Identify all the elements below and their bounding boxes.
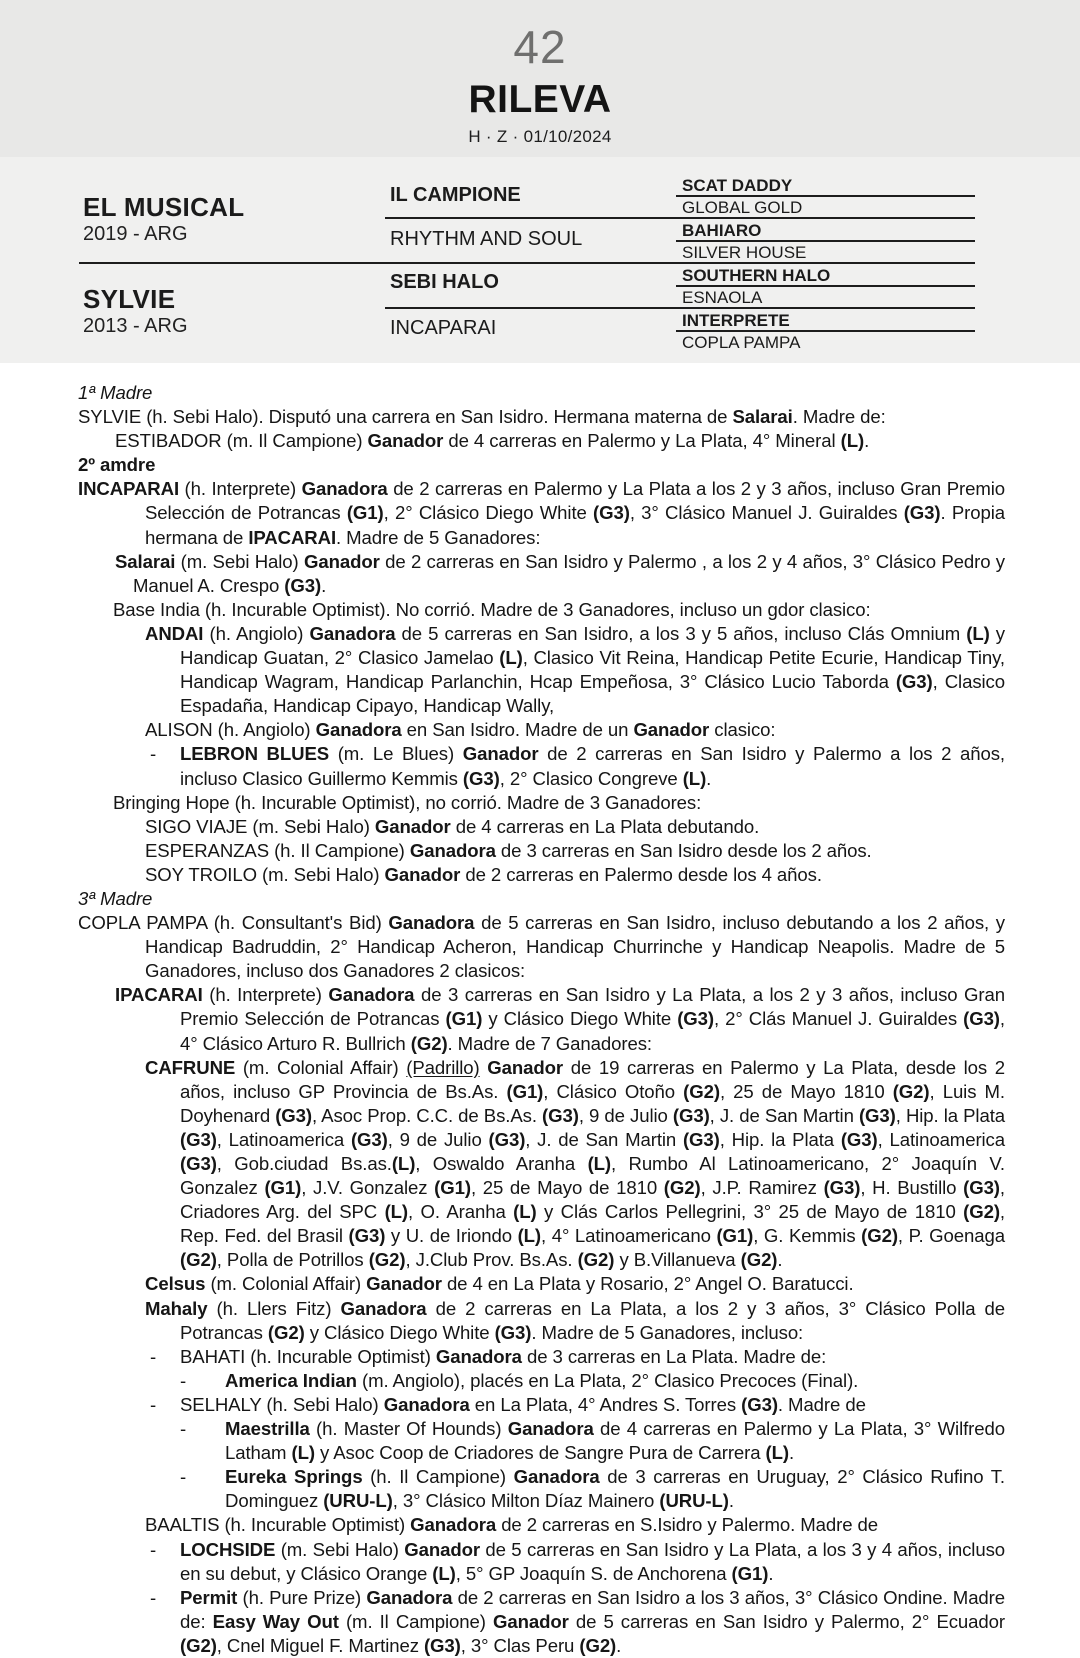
text-segment: (G3) [423,1634,461,1656]
text-segment: (L) [966,622,990,644]
text-segment: de 2 carreras en San Isidro y Palermo a los 2 años, incluso Clasico Guillermo Kemmis [180,743,1005,789]
text-segment: Ganador [304,550,380,572]
gen3-ancestor-3: BAHIARO [682,221,762,240]
text-segment: SOY TROILO (m. Sebi Halo) [145,863,385,885]
text-segment: . Propia hermana de [145,502,1005,548]
text-segment: , Asoc Prop. C.C. de Bs.As. [311,1104,543,1126]
text-segment: (L) [765,1442,789,1464]
text-segment: (G1) [346,502,384,524]
text-segment: , Clasico Vit Reina, Handicap Petite Ecurie, Handicap Tiny, Handicap Wagram, Handicap Parlanchin, Hcap Empeñosa, 3° Clásico Lucio Taborda [180,647,1005,693]
text-segment: Mahaly [145,1297,208,1319]
text-segment: 1ª Madre [78,382,153,403]
text-segment: (G1) [445,1008,483,1030]
text-segment: (G2) [963,1201,1000,1223]
text-segment: de 2 carreras en San Isidro a los 3 años, 3° Clásico Ondine. Madre de: [180,1586,1006,1632]
text-segment: Ganadora [340,1297,427,1319]
text-segment: de 4 en La Plata y Rosario, 2° Angel O. Baratucci. [441,1273,854,1295]
sire-year-country: 2019 - ARG [83,223,188,245]
pedigree-paragraph [78,1538,1005,1586]
text-segment: de 2 carreras en Palermo desde los 4 años. [460,863,822,885]
pedigree-rule [385,307,975,309]
text-segment: 2º amdre [78,454,156,476]
text-segment: en La Plata, 4° Andres S. Torres [469,1393,742,1415]
text-segment: en San Isidro. Madre de un [401,719,634,741]
text-segment: America Indian [225,1369,357,1391]
text-segment: Salarai [732,406,793,428]
pedigree-paragraph [78,598,1005,622]
text-segment: Ganador [462,743,539,765]
gen2-dam-sire: SEBI HALO [390,271,499,293]
pedigree-paragraph [78,429,1005,453]
gen3-ancestor-4: SILVER HOUSE [682,243,807,262]
text-segment: , 9 de Julio [387,1128,489,1150]
text-segment: (G3) [963,1008,1000,1030]
text-segment: SELHALY (h. Sebi Halo) [180,1393,384,1415]
text-segment: Ganador [374,815,451,837]
text-segment: , J.P. Ramirez [700,1177,824,1199]
text-segment: Ganador [492,1610,569,1632]
text-segment: , Hip. la Plata [719,1128,841,1150]
text-segment: (G3) [682,1128,720,1150]
text-segment: Eureka Springs [225,1466,363,1488]
text-segment: Ganador [404,1538,480,1560]
pedigree-paragraph [78,1369,1005,1393]
pedigree-paragraph [78,1297,1005,1345]
list-dash: - [180,1369,187,1391]
text-segment: , J.Club Prov. Bs.As. [405,1249,578,1271]
text-segment: , 3° Clas Peru [460,1634,580,1656]
text-segment: , 5° GP Joaquín S. de Anchorena [455,1562,732,1584]
text-segment: (h. Interprete) [202,984,329,1006]
text-segment: (G3) [284,574,322,596]
text-segment: . Madre de 7 Ganadores: [447,1032,652,1054]
list-dash: - [150,1393,157,1415]
text-segment: (G3) [963,1177,1000,1199]
text-segment: , 25 de Mayo 1810 [719,1080,893,1102]
text-segment: Ganador [367,430,444,452]
pedigree-paragraph [78,839,1005,863]
text-segment: . [321,574,327,596]
text-segment: LEBRON BLUES [180,743,330,765]
text-segment: Ganadora [328,984,415,1006]
gen2-sire-dam: RHYTHM AND SOUL [390,228,583,250]
pedigree-rule [676,195,975,197]
text-segment: SYLVIE (h. Sebi Halo). Disputó una carrera en San Isidro. Hermana materna de [78,406,733,428]
text-segment: , G. Kemmis [753,1225,862,1247]
text-segment: Celsus [145,1273,206,1295]
text-segment: Base India (h. Incurable Optimist). No corrió. Madre de 3 Ganadores, incluso un gdor clasico: [113,598,871,620]
text-segment: de 3 carreras en La Plata. Madre de: [521,1345,827,1367]
text-segment: (L) [499,647,523,669]
text-segment: (G2) [180,1249,217,1271]
text-segment: (G3) [903,502,941,524]
text-segment: COPLA PAMPA (h. Consultant's Bid) [78,912,389,934]
pedigree-paragraph [78,1272,1005,1296]
text-segment: CAFRUNE [145,1056,236,1078]
text-segment: (G2) [180,1634,217,1656]
pedigree-paragraph [78,887,1005,911]
text-segment: (L) [432,1562,456,1584]
text-segment: IPACARAI [115,984,203,1006]
text-segment: Ganador [633,719,710,741]
text-segment: (G1) [716,1225,754,1247]
text-segment: , Oswaldo Aranha [415,1153,588,1174]
text-segment: , Criadores Arg. del SPC [180,1177,1005,1223]
gen3-ancestor-7: INTERPRETE [682,311,790,330]
pedigree-paragraph [78,742,1005,790]
text-segment: Ganador [366,1273,442,1295]
text-segment: INCAPARAI [78,478,180,500]
text-segment: , 9 de Julio [578,1104,673,1126]
pedigree-text [78,381,1005,1658]
pedigree-paragraph [78,622,1005,718]
pedigree-paragraph [78,1586,1005,1658]
gen3-ancestor-6: ESNAOLA [682,288,763,307]
text-segment: . [777,1249,783,1271]
text-segment: (G3) [895,671,933,693]
pedigree-paragraph [78,1417,1005,1465]
list-dash: - [180,1418,187,1440]
text-segment: (h. Master Of Hounds) [309,1418,508,1440]
text-segment: (L) [384,1201,409,1223]
text-segment: ALISON (h. Angiolo) [145,719,316,741]
text-segment: Ganadora [410,1514,497,1536]
text-segment: (G3) [180,1128,217,1150]
pedigree-paragraph [78,381,1005,405]
text-segment: de 3 carreras en Uruguay, 2° Clásico Rufino T. Dominguez [225,1466,1005,1512]
text-segment: , Latinoamerica [216,1128,351,1150]
text-segment: (m. Sebi Halo) [275,1538,405,1560]
text-segment: (G3) [488,1128,526,1150]
text-segment: y U. de Iriondo [385,1225,518,1247]
page-header [0,0,1080,157]
page-number: 42 [513,21,567,73]
text-segment: , Hip. la Plata [895,1104,1006,1126]
text-segment: (L) [682,767,707,789]
text-segment: (G2) [368,1249,406,1271]
pedigree-paragraph [78,718,1005,742]
text-segment: , Rep. Fed. del Brasil [180,1201,1005,1247]
text-segment: de 5 carreras en San Isidro, incluso debutando a los 2 años, y Handicap Badruddin, 2° Handicap Acheron, Handicap Churrinche y Handicap Neapolis. Madre de 5 Ganadores, incluso dos Ganadores 2 clasicos: [145,912,1005,982]
text-segment: (G1) [506,1080,544,1102]
text-segment: (G3) [672,1104,710,1126]
text-segment: (m. Sebi Halo) [175,550,304,572]
text-segment: (L) [291,1442,315,1464]
text-segment: , Cnel Miguel F. Martinez [216,1634,424,1656]
text-segment: . [864,430,870,452]
text-segment: (G3) [741,1393,778,1415]
text-segment: y Handicap Guatan, 2° Clasico Jamelao [180,622,1006,669]
text-segment: , 2° Clás Manuel J. Guiraldes [714,1008,964,1030]
pedigree-rule [676,330,975,332]
text-segment: SIGO VIAJE (m. Sebi Halo) [145,815,375,837]
text-segment: de 5 carreras en San Isidro y Palermo, 2° Ecuador [568,1610,1005,1632]
pedigree-rule [385,217,975,219]
text-segment: de 3 carreras en San Isidro y La Plata, a los 2 y 3 años, incluso Gran Premio Selección de Potrancas [180,984,1005,1030]
horse-subtitle: H · Z · 01/10/2024 [468,127,612,146]
text-segment: . [706,767,712,789]
text-segment: (L) [840,430,865,452]
text-segment: Ganadora [309,622,396,644]
text-segment: Easy Way Out [212,1610,339,1632]
text-segment: (G3) [542,1104,579,1126]
text-segment: (G2) [663,1177,701,1199]
text-segment: (L) [513,1201,537,1223]
text-segment: de 3 carreras en San Isidro desde los 2 años. [495,839,872,861]
text-segment: , J.V. Gonzalez [301,1177,435,1199]
text-segment: Ganadora [435,1345,522,1367]
text-segment: Ganadora [315,719,402,741]
text-segment: (G2) [267,1321,305,1343]
pedigree-paragraph [78,1056,1005,1273]
text-segment: (G3) [858,1104,896,1126]
text-segment: Ganadora [513,1466,600,1488]
pedigree-paragraph [78,1465,1005,1513]
text-segment: (L) [517,1225,542,1247]
text-segment: (m. Le Blues) [329,743,463,765]
text-segment: de 4 carreras en La Plata debutando. [450,815,760,837]
text-segment: , 25 de Mayo de 1810 [470,1177,664,1199]
pedigree-rule [676,285,975,287]
gen3-ancestor-1: SCAT DADDY [682,176,793,195]
text-segment: y Asoc Coop de Criadores de Sangre Pura de Carrera [314,1442,766,1464]
pedigree-rule [676,240,975,242]
pedigree-paragraph [78,1393,1005,1417]
text-segment: (G3) [677,1008,714,1030]
text-segment: (URU-L) [323,1490,393,1512]
text-segment: Salarai [115,550,176,572]
text-segment: (G1) [731,1562,769,1584]
text-segment: (G3) [180,1153,217,1174]
text-segment: . [768,1562,774,1584]
text-segment: (G1) [264,1177,302,1199]
list-dash: - [180,1466,187,1488]
text-segment: ANDAI [145,622,204,644]
dam-name: SYLVIE [83,284,176,314]
text-segment: Ganadora [301,478,388,500]
text-segment: , 3° Clásico Milton Díaz Mainero [392,1490,660,1512]
text-segment: BAHATI (h. Incurable Optimist) [180,1345,436,1367]
text-segment: BAALTIS (h. Incurable Optimist) [145,1514,411,1536]
pedigree-paragraph [78,863,1005,887]
text-segment: (h. Pure Prize) [237,1586,367,1608]
text-segment: , J. de San Martin [709,1104,859,1126]
list-dash: - [150,1586,157,1608]
text-segment: (G3) [348,1225,386,1247]
text-segment: ESPERANZAS (h. Il Campione) [145,839,410,861]
text-segment: (URU-L) [659,1490,729,1512]
pedigree-paragraph [78,911,1005,983]
page-title: RILEVA [468,78,612,121]
text-segment: , P. Goenaga [897,1225,1005,1247]
text-segment: , O. Aranha [408,1201,514,1223]
pedigree-paragraph [78,550,1005,598]
text-segment: . Madre de [777,1393,866,1415]
text-segment: (G1) [434,1177,471,1199]
text-segment: de 4 carreras en Palermo y La Plata, 4° Mineral [443,430,841,452]
gen3-ancestor-5: SOUTHERN HALO [682,266,831,285]
text-segment: de 2 carreras en Palermo y La Plata a los 2 y 3 años, incluso Gran Premio Selección de Potrancas [145,478,1005,524]
text-segment: , 4° Clásico Arturo R. Bullrich [180,1008,1005,1054]
text-segment: Ganadora [388,912,475,934]
text-segment: (h. Il Campione) [362,1466,514,1488]
pedigree-paragraph [78,453,1005,477]
text-segment: (G3) [593,502,630,524]
text-segment: (G2) [740,1249,778,1271]
text-segment: Ganador [384,863,461,885]
text-segment: , 2° Clásico Diego White [383,502,594,524]
text-segment: de 2 carreras en S.Isidro y Palermo. Madre de [496,1514,879,1536]
gen3-ancestor-8: COPLA PAMPA [682,333,801,352]
text-segment: (L) [391,1153,416,1174]
text-segment: (L) [587,1153,612,1174]
text-segment: (m. Angiolo), placés en La Plata, 2° Clasico Precoces (Final). [356,1369,859,1391]
text-segment: (G2) [861,1225,898,1247]
text-segment: y Clásico Diego White [304,1321,495,1343]
text-segment: de 5 carreras en San Isidro, a los 3 y 5 años, incluso Clás Omnium [395,622,967,644]
gen3-ancestor-2: GLOBAL GOLD [682,198,803,217]
sire-name: EL MUSICAL [83,192,245,222]
text-segment: (G3) [462,767,500,789]
pedigree-paragraph [78,815,1005,839]
text-segment: . Madre de 5 Ganadores: [336,526,541,548]
text-segment: de 2 carreras en La Plata, a los 2 y 3 años, 3° Clásico Polla de Potrancas [180,1297,1006,1343]
text-segment: clasico: [709,719,776,741]
text-segment: , Clasico Espadaña, Handicap Cipayo, Handicap Wally, [180,671,1005,717]
text-segment: , 4° Latinoamericano [541,1225,717,1247]
pedigree-paragraph [78,791,1005,815]
pedigree-paragraph [78,1345,1005,1369]
text-segment: . [616,1634,622,1656]
text-segment: (G3) [350,1128,388,1150]
text-segment: Ganadora [366,1586,453,1608]
text-segment: Bringing Hope (h. Incurable Optimist), no corrió. Madre de 3 Ganadores: [113,791,702,813]
gen2-dam-dam: INCAPARAI [390,317,497,339]
text-segment: (G3) [494,1321,532,1343]
text-segment: , 2° Clasico Congreve [499,767,683,789]
text-segment: (G2) [577,1249,615,1271]
text-segment: , Luis M. Doyhenard [180,1080,1005,1126]
pedigree-paragraph [78,477,1005,549]
text-segment: (G2) [579,1634,617,1656]
text-segment: (h. Interprete) [179,478,302,500]
text-segment: . [789,1442,795,1464]
text-segment: , 3° Clásico Manuel J. Guiraldes [629,502,904,524]
text-segment: ESTIBADOR (m. Il Campione) [115,430,368,452]
text-segment: (h. Llers Fitz) [207,1297,341,1319]
text-segment: (G3) [840,1128,878,1150]
text-segment: (Padrillo) [406,1056,480,1078]
text-segment: , Gob.ciudad Bs.as. [216,1153,392,1174]
text-segment: , Polla de Potrillos [216,1249,369,1271]
text-segment: , Latinoamerica [877,1128,1005,1150]
list-dash: - [150,743,157,765]
text-segment: Ganador [487,1056,564,1078]
text-segment: . [728,1490,734,1512]
list-dash: - [150,1538,157,1560]
text-segment: IPACARAI [248,526,337,548]
text-segment: , J. de San Martin [525,1128,683,1150]
dam-year-country: 2013 - ARG [83,315,188,337]
text-segment: LOCHSIDE [180,1538,276,1560]
list-dash: - [150,1345,157,1367]
text-segment: (m. Colonial Affair) [235,1056,407,1078]
text-segment: Maestrilla [225,1418,310,1440]
text-segment: . Madre de 5 Ganadores, incluso: [531,1321,804,1343]
text-segment: (G3) [275,1104,312,1126]
text-segment: . Madre de: [792,406,886,428]
pedigree-paragraph [78,983,1005,1055]
pedigree-rule [79,262,975,264]
text-segment: Ganadora [409,839,496,861]
text-segment: (m. Il Campione) [338,1610,493,1632]
text-segment: y Clásico Diego White [482,1008,678,1030]
pedigree-paragraph [78,1513,1005,1537]
text-segment: y Clás Carlos Pellegrini, 3° 25 de Mayo de 1810 [536,1201,964,1223]
text-segment: (G2) [683,1080,720,1102]
gen2-sire-sire: IL CAMPIONE [390,184,521,206]
text-segment: de 19 carreras en Palermo y La Plata, desde los 2 años, incluso GP Provincia de Bs.As. [180,1056,1005,1102]
text-segment: Ganadora [507,1418,594,1440]
text-segment: (G2) [892,1080,930,1102]
text-segment: y B.Villanueva [614,1249,741,1271]
pedigree-paragraph [78,405,1005,429]
text-segment: , Clásico Otoño [543,1080,684,1102]
text-segment: de 2 carreras en San Isidro y Palermo , a los 2 y 4 años, 3° Clásico Pedro y Manuel A. Crespo [133,550,1005,596]
text-segment: 3ª Madre [78,887,153,909]
text-segment: (G2) [410,1032,448,1054]
text-segment: Ganadora [383,1393,470,1415]
text-segment: de 5 carreras en San Isidro y La Plata, a los 3 y 4 años, incluso en su debut, y Clásico Orange [180,1538,1006,1584]
text-segment: , Rumbo Al Latinoamericano, 2° Joaquín V. Gonzalez [180,1153,1005,1199]
text-segment: (G3) [823,1177,861,1199]
text-segment: (m. Colonial Affair) [205,1273,367,1295]
text-segment: (h. Angiolo) [203,622,310,644]
text-segment: de 4 carreras en Palermo y La Plata, 3° Wilfredo Latham [225,1418,1005,1464]
text-segment: , H. Bustillo [860,1177,964,1199]
text-segment: Permit [180,1586,238,1608]
